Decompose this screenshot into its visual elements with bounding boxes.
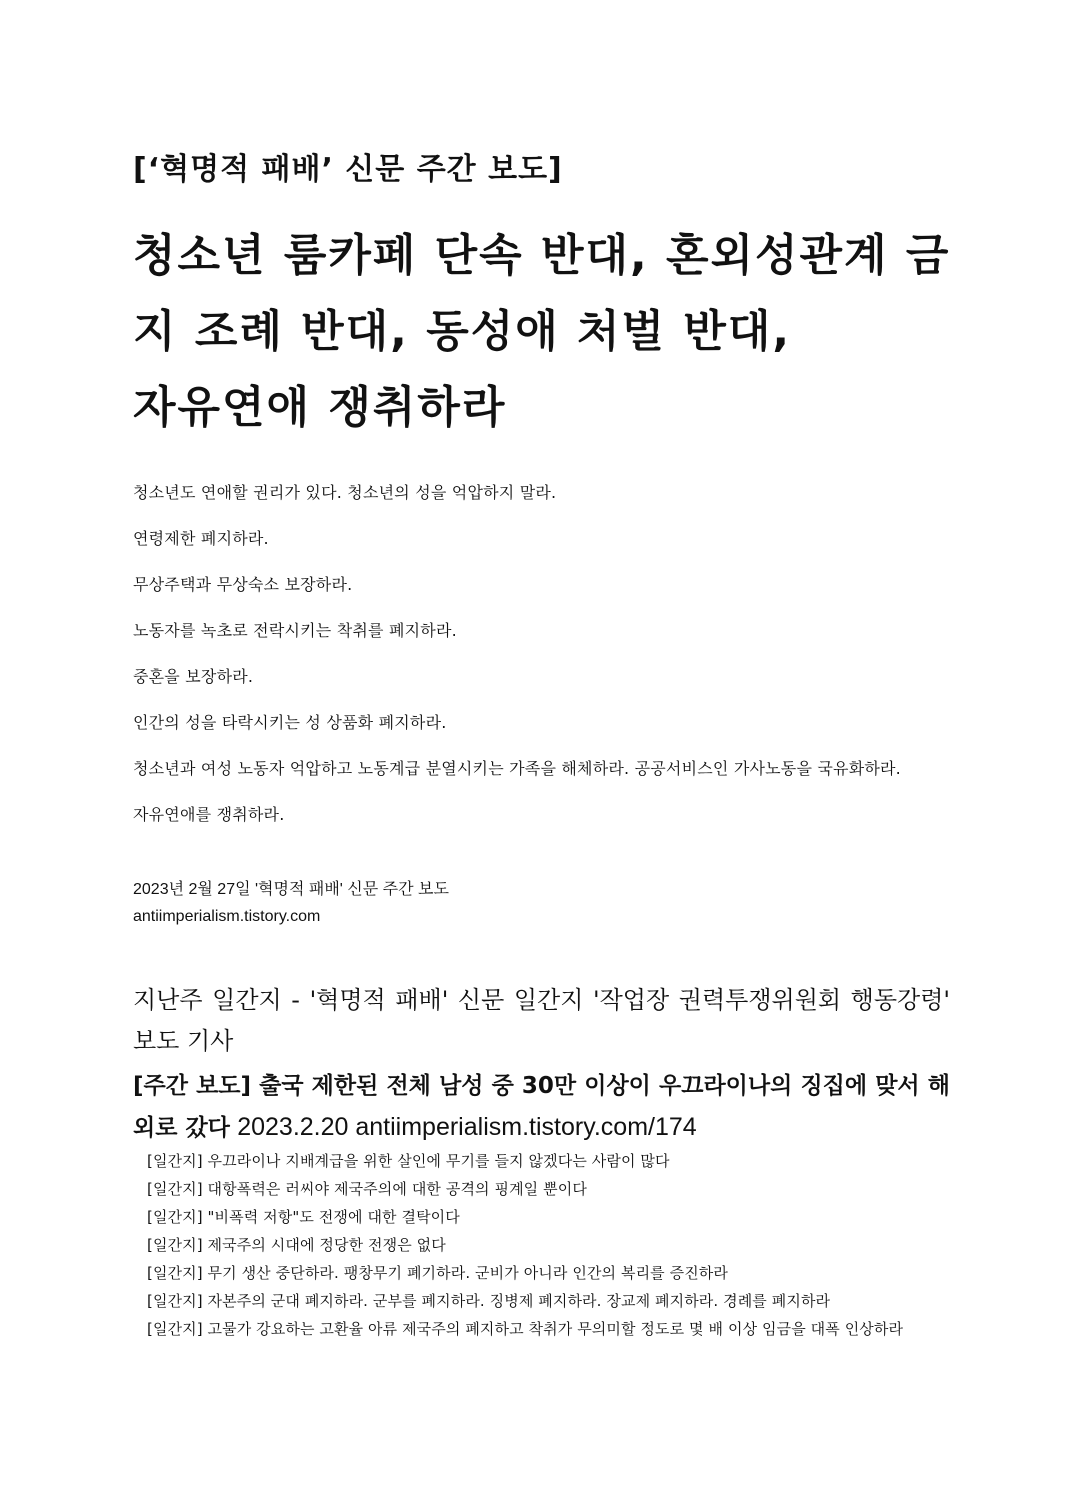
list-item[interactable]: [일간지] 우끄라이나 지배계급을 위한 살인에 무기를 들지 않겠다는 사람이 많다 (147, 1152, 670, 1170)
list-item[interactable]: [일간지] 제국주의 시대에 정당한 전쟁은 없다 (147, 1236, 446, 1254)
weekly-report-link[interactable] (133, 1066, 950, 1149)
headline-line-1: 청소년 룸카페 단속 반대, 혼외성관계 금 (133, 230, 951, 281)
list-item[interactable]: [일간지] 고물가 강요하는 고환율 아류 제국주의 폐지하고 착취가 무의미할 정도로 몇 배 이상 임금을 대폭 인상하라 (147, 1320, 904, 1338)
weekly-report-title[interactable]: [주간 보도] 출국 제한된 전체 남성 중 30만 이상이 우끄라이나의 징집에 맞서 해외로 갔다 (133, 1073, 950, 1141)
headline-line-2: 지 조례 반대, 동성애 처벌 반대, (133, 306, 792, 357)
last-week-label: 지난주 일간지 - '혁명적 패배' 신문 일간지 '작업장 권력투쟁위원회 행동강령' 보도 기사 (133, 986, 950, 1055)
weekly-report-meta[interactable]: 2023.2.20 antiimperialism.tistory.com/174 (237, 1113, 697, 1141)
kicker-heading: [‘혁명적 패배’ 신문 주간 보도] (133, 152, 563, 187)
list-item[interactable]: [일간지] "비폭력 저항"도 전쟁에 대한 결탁이다 (147, 1208, 460, 1226)
paragraph: 청소년과 여성 노동자 억압하고 노동계급 분열시키는 가족을 해체하라. 공공서비스인 가사노동을 국유화하라. (133, 759, 901, 778)
headline (133, 218, 950, 446)
paragraph: 청소년도 연애할 권리가 있다. 청소년의 성을 억압하지 말라. (133, 483, 557, 502)
signature-block (133, 876, 950, 930)
paragraph: 노동자를 녹초로 전락시키는 착취를 폐지하라. (133, 621, 457, 640)
signature-date-line: 2023년 2월 27일 '혁명적 패배' 신문 주간 보도 (133, 881, 449, 898)
signature-site-link[interactable]: antiimperialism.tistory.com (133, 908, 321, 925)
list-item[interactable]: [일간지] 대항폭력은 러씨야 제국주의에 대한 공격의 핑계일 뿐이다 (147, 1180, 587, 1198)
list-item[interactable]: [일간지] 자본주의 군대 폐지하라. 군부를 폐지하라. 징병제 폐지하라. 장교제 폐지하라. 경례를 폐지하라 (147, 1292, 831, 1310)
list-item[interactable]: [일간지] 무기 생산 중단하라. 팽창무기 폐기하라. 군비가 아니라 인간의 복리를 증진하라 (147, 1264, 728, 1282)
headline-line-3: 자유연애 쟁취하라 (133, 382, 507, 433)
paragraph: 중혼을 보장하라. (133, 667, 254, 686)
paragraph: 무상주택과 무상숙소 보장하라. (133, 575, 353, 594)
daily-list (133, 1147, 950, 1343)
paragraph: 연령제한 폐지하라. (133, 529, 269, 548)
article-body (133, 478, 950, 846)
paragraph: 자유연애를 쟁취하라. (133, 805, 285, 824)
paragraph: 인간의 성을 타락시키는 성 상품화 폐지하라. (133, 713, 447, 732)
